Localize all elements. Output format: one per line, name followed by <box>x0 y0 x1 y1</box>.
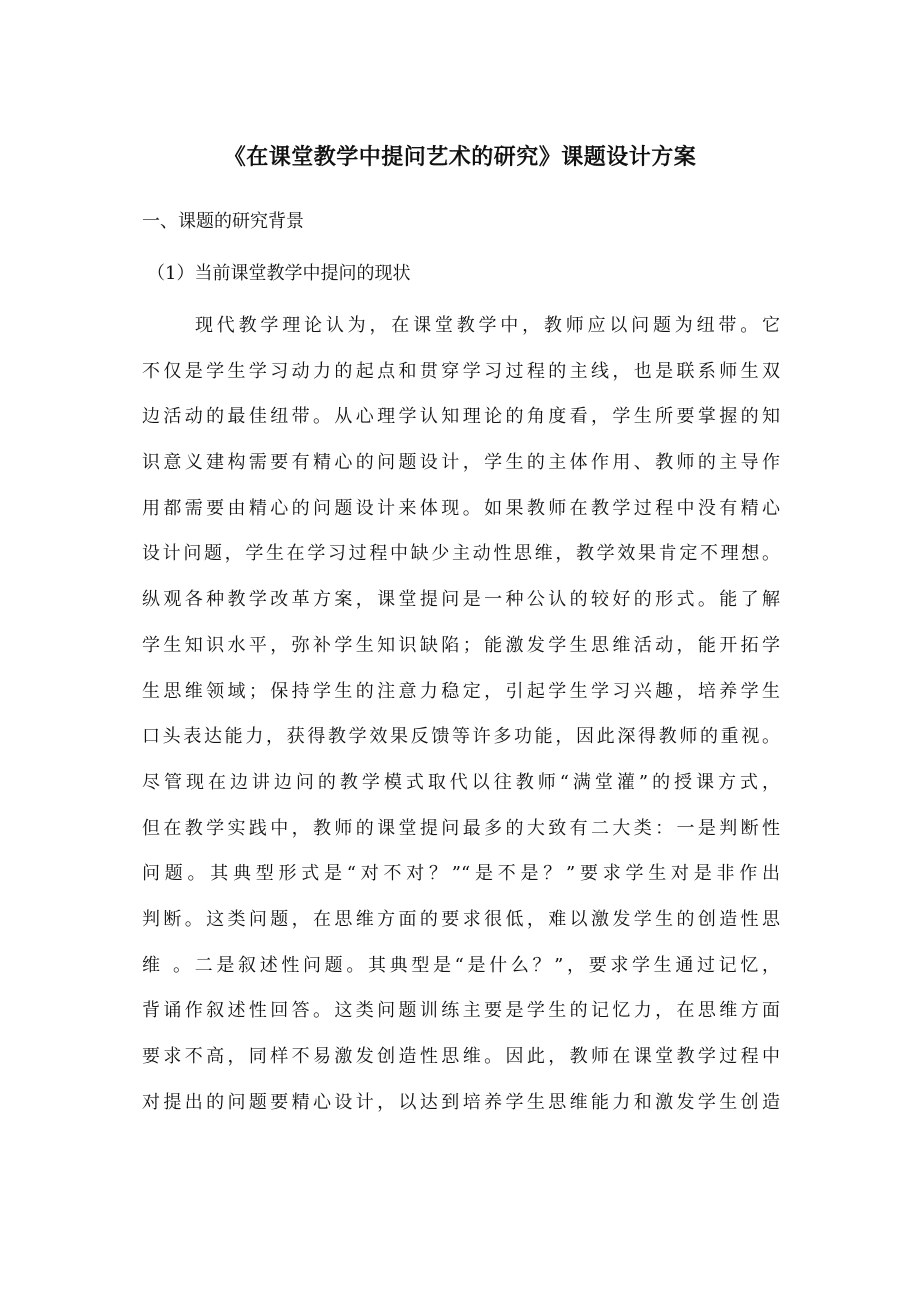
paragraph-line: 用都需要由精心的问题设计来体现。如果教师在教学过程中没有精心 <box>142 497 780 519</box>
paragraph-line: 问题。其典型形式是“对不对？”“是不是？”要求学生对是非作出 <box>142 863 780 885</box>
paragraph-line: 维 。二是叙述性问题。其典型是“是什么？”，要求学生通过记忆， <box>142 954 780 976</box>
subsection-heading: （1）当前课堂教学中提问的现状 <box>147 263 411 284</box>
paragraph-line: 生思维领域；保持学生的注意力稳定，引起学生学习兴趣，培养学生 <box>142 680 780 702</box>
section-heading: 一、课题的研究背景 <box>142 211 304 232</box>
paragraph-line: 但在教学实践中，教师的课堂提问最多的大致有二大类：一是判断性 <box>142 817 780 839</box>
paragraph-line: 现代教学理论认为，在课堂教学中，教师应以问题为纽带。它 <box>195 315 780 336</box>
paragraph-line: 纵观各种教学改革方案，课堂提问是一种公认的较好的形式。能了解 <box>142 589 780 611</box>
paragraph-line: 背诵作叙述性回答。这类问题训练主要是学生的记忆力，在思维方面 <box>142 1000 780 1022</box>
paragraph-line: 设计问题，学生在学习过程中缺少主动性思维，教学效果肯定不理想。 <box>142 543 780 565</box>
paragraph-line: 对提出的问题要精心设计，以达到培养学生思维能力和激发学生创造 <box>142 1091 780 1113</box>
paragraph-line: 判断。这类问题，在思维方面的要求很低，难以激发学生的创造性思 <box>142 908 780 930</box>
document-title: 《在课堂教学中提问艺术的研究》课题设计方案 <box>223 145 697 170</box>
paragraph-line: 识意义建构需要有精心的问题设计，学生的主体作用、教师的主导作 <box>142 452 780 474</box>
paragraph-line: 不仅是学生学习动力的起点和贯穿学习过程的主线，也是联系师生双 <box>142 360 780 382</box>
paragraph-line: 边活动的最佳纽带。从心理学认知理论的角度看，学生所要掌握的知 <box>142 406 780 428</box>
body-paragraph <box>142 303 780 1125</box>
paragraph-line: 尽管现在边讲边问的教学模式取代以往教师“满堂灌”的授课方式， <box>142 771 780 793</box>
paragraph-line: 口头表达能力，获得教学效果反馈等许多功能，因此深得教师的重视。 <box>142 726 780 748</box>
paragraph-line: 要求不高，同样不易激发创造性思维。因此，教师在课堂教学过程中 <box>142 1046 780 1067</box>
paragraph-line: 学生知识水平，弥补学生知识缺陷；能激发学生思维活动，能开拓学 <box>142 634 780 656</box>
